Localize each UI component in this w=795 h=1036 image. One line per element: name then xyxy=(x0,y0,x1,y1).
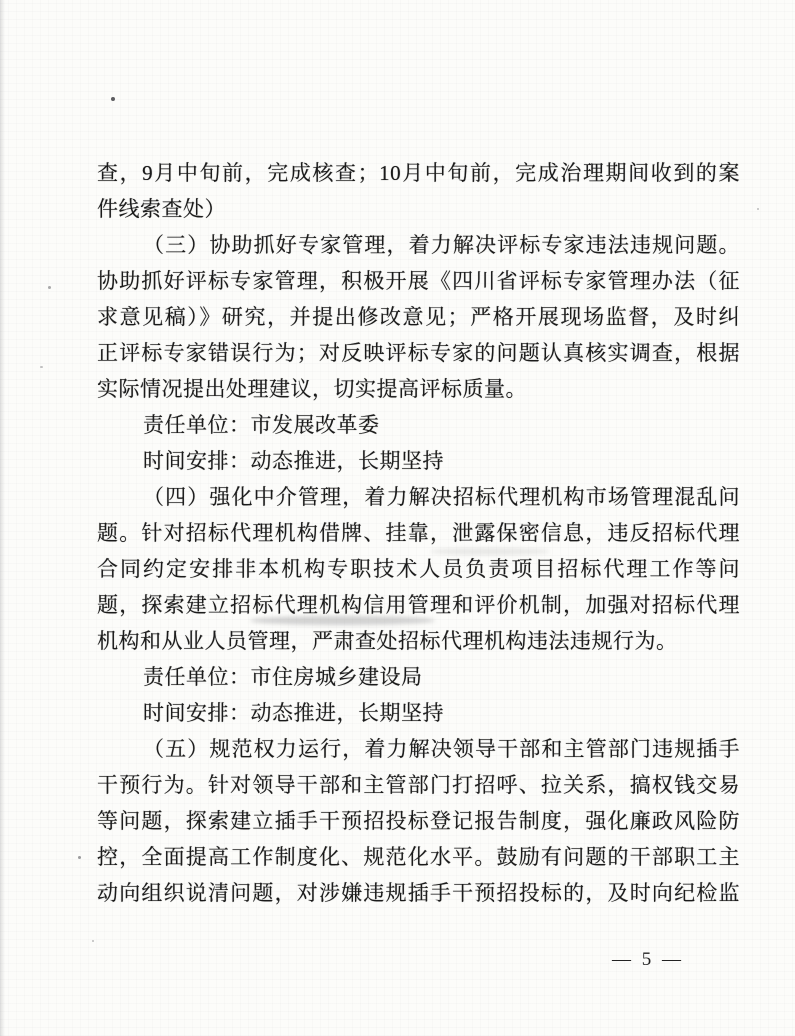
scan-speck xyxy=(757,208,759,210)
scan-speck xyxy=(40,366,43,368)
responsible-unit-line: 责任单位：市发展改革委 xyxy=(143,413,380,437)
scan-edge-shadow xyxy=(0,0,5,1036)
text-line: 合同约定安排非本机构专职技术人员负责项目招标代理工作等问 xyxy=(97,557,740,581)
text-line: 件线索查处） xyxy=(97,197,226,221)
text-line: 实际情况提出处理建议，切实提高评标质量。 xyxy=(97,377,527,401)
text-line: 正评标专家错误行为；对反映评标专家的问题认真核实调查，根据 xyxy=(97,341,740,365)
text-line: 等问题，探索建立插手干预招投标登记报告制度，强化廉政风险防 xyxy=(97,809,740,833)
text-line: 协助抓好评标专家管理，积极开展《四川省评标专家管理办法（征 xyxy=(97,269,740,293)
schedule-line: 时间安排：动态推进，长期坚持 xyxy=(143,449,444,473)
text-line: 机构和从业人员管理，严肃查处招标代理机构违法违规行为。 xyxy=(97,629,678,653)
scan-speck xyxy=(78,856,81,859)
text-line: 求意见稿）》研究，并提出修改意见；严格开展现场监督，及时纠 xyxy=(97,305,740,329)
text-line: 题。针对招标代理机构借牌、挂靠，泄露保密信息，违反招标代理 xyxy=(97,521,740,545)
scan-speck xyxy=(92,940,94,942)
scan-speck xyxy=(48,286,51,289)
text-line: 题，探索建立招标代理机构信用管理和评价机制，加强对招标代理 xyxy=(97,593,740,617)
text-line: 干预行为。针对领导干部和主管部门打招呼、拉关系，搞权钱交易 xyxy=(97,773,740,797)
document-body xyxy=(97,155,740,911)
text-line: 动向组织说清问题，对涉嫌违规插手干预招投标的，及时向纪检监 xyxy=(97,881,740,905)
text-line: （三）协助抓好专家管理，着力解决评标专家违法违规问题。 xyxy=(143,233,740,257)
responsible-unit-line: 责任单位：市住房城乡建设局 xyxy=(143,665,423,689)
schedule-line: 时间安排：动态推进，长期坚持 xyxy=(143,701,444,725)
text-line: （五）规范权力运行，着力解决领导干部和主管部门违规插手 xyxy=(143,737,740,761)
text-line: 控，全面提高工作制度化、规范化水平。鼓励有问题的干部职工主 xyxy=(97,845,740,869)
page-number: — 5 — xyxy=(612,949,684,970)
text-line: （四）强化中介管理，着力解决招标代理机构市场管理混乱问 xyxy=(143,485,740,509)
text-line: 查，9月中旬前，完成核查；10月中旬前，完成治理期间收到的案 xyxy=(97,161,740,185)
scan-speck xyxy=(111,97,115,101)
